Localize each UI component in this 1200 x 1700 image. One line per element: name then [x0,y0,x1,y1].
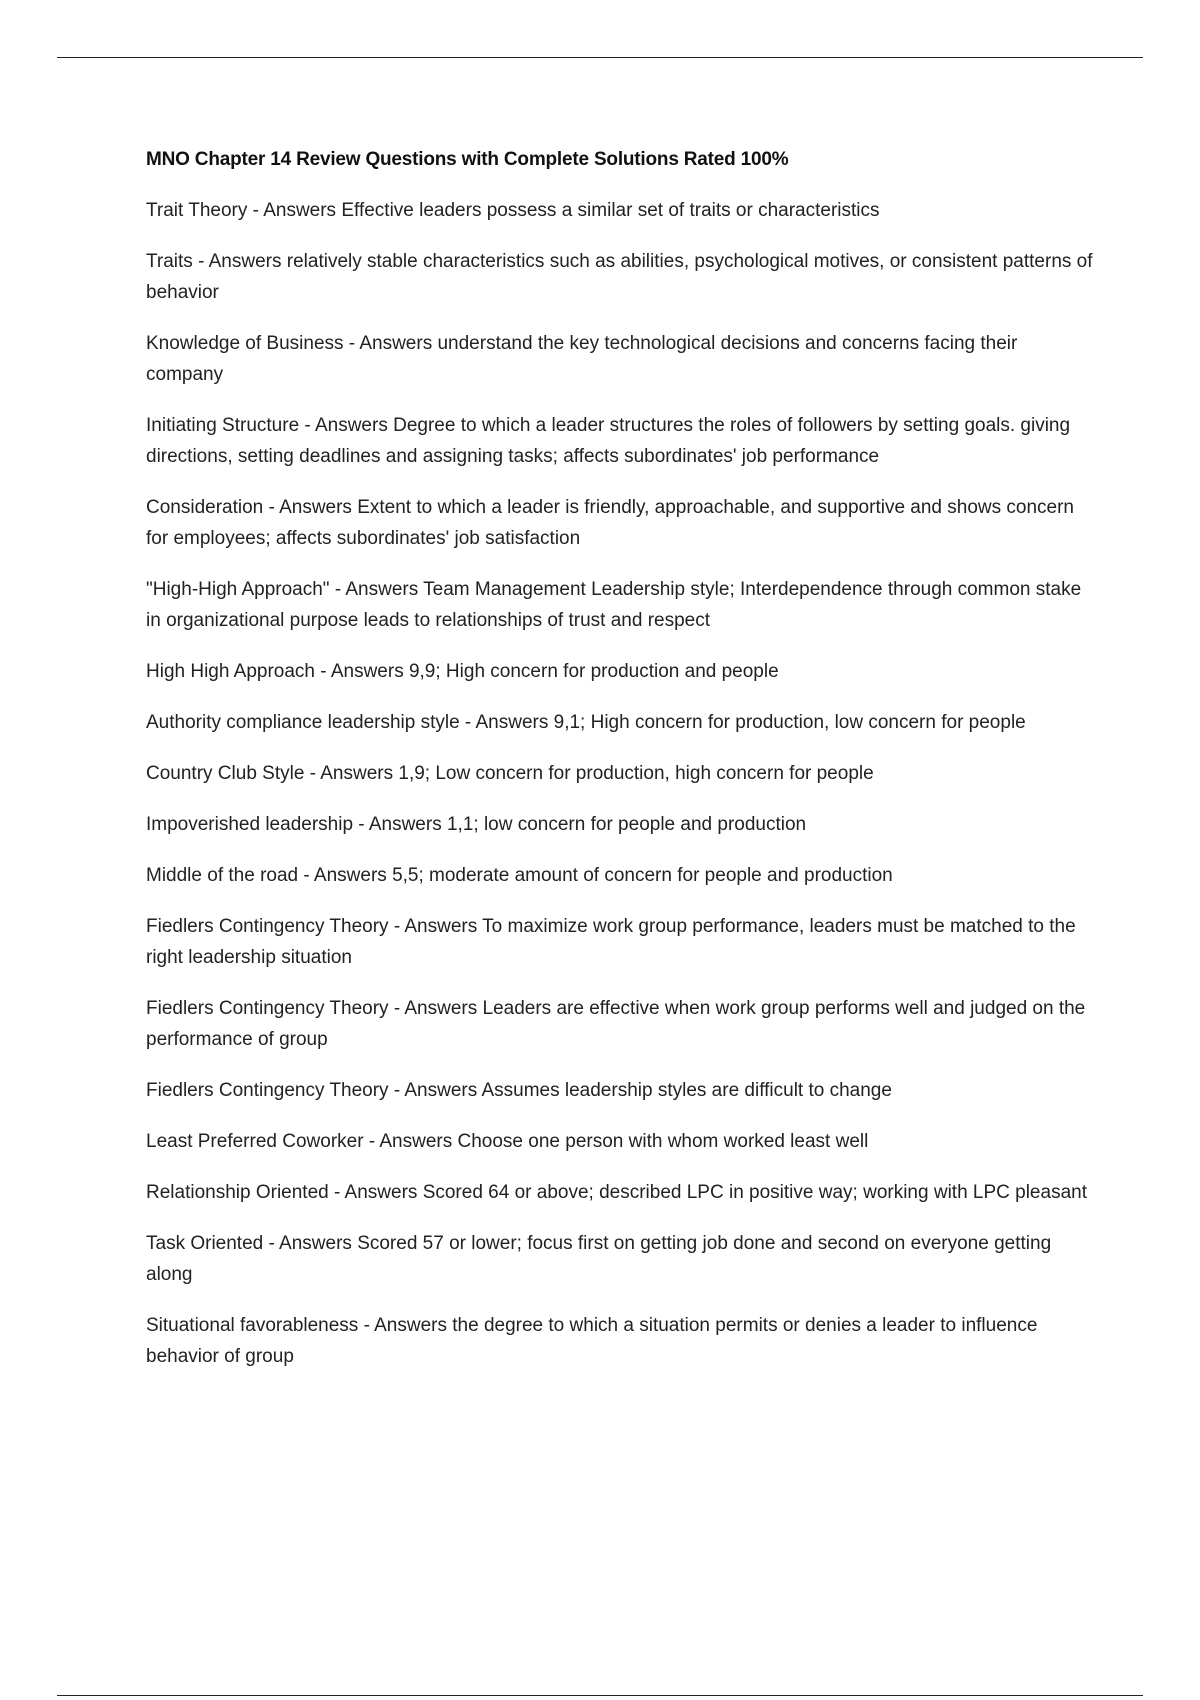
qa-item-situational-favorableness: Situational favorableness - Answers the degree to which a situation permits or denies a leader to influence behavior of group [146,1315,1038,1367]
document-title: MNO Chapter 14 Review Questions with Complete Solutions Rated 100% [146,149,789,170]
qa-item-least-preferred-coworker: Least Preferred Coworker - Answers Choose one person with whom worked least well [146,1131,869,1152]
document-body [146,145,1096,1392]
qa-item-traits: Traits - Answers relatively stable characteristics such as abilities, psychological motives, or consistent patterns of behavior [146,251,1093,303]
qa-item-fiedlers-contingency-3: Fiedlers Contingency Theory - Answers Assumes leadership styles are difficult to change [146,1080,892,1101]
qa-item-fiedlers-contingency-1: Fiedlers Contingency Theory - Answers To maximize work group performance, leaders must be matched to the right leadership situation [146,916,1076,968]
qa-item-initiating-structure: Initiating Structure - Answers Degree to which a leader structures the roles of followers by setting goals. giving directions, setting deadlines and assigning tasks; affects subordinates' job performance [146,415,1071,467]
qa-item-impoverished-leadership: Impoverished leadership - Answers 1,1; low concern for people and production [146,814,807,835]
qa-item-relationship-oriented: Relationship Oriented - Answers Scored 64 or above; described LPC in positive way; working with LPC pleasant [146,1182,1087,1203]
qa-item-consideration: Consideration - Answers Extent to which a leader is friendly, approachable, and supportive and shows concern for employees; affects subordinates' job satisfaction [146,497,1075,549]
qa-item-high-high-approach-quoted: "High-High Approach" - Answers Team Management Leadership style; Interdependence through common stake in organizational purpose leads to relationships of trust and respect [146,579,1082,631]
top-divider [57,57,1143,58]
qa-item-knowledge-of-business: Knowledge of Business - Answers understand the key technological decisions and concerns facing their company [146,333,1018,385]
bottom-divider [57,1695,1143,1696]
qa-item-authority-compliance: Authority compliance leadership style - Answers 9,1; High concern for production, low concern for people [146,712,1026,733]
qa-item-fiedlers-contingency-2: Fiedlers Contingency Theory - Answers Leaders are effective when work group performs well and judged on the performance of group [146,998,1086,1050]
qa-item-middle-of-the-road: Middle of the road - Answers 5,5; moderate amount of concern for people and production [146,865,893,886]
qa-item-task-oriented: Task Oriented - Answers Scored 57 or lower; focus first on getting job done and second on everyone getting along [146,1233,1052,1285]
qa-item-country-club-style: Country Club Style - Answers 1,9; Low concern for production, high concern for people [146,763,874,784]
qa-list [146,195,1096,1372]
qa-item-high-high-approach: High High Approach - Answers 9,9; High concern for production and people [146,661,779,682]
qa-item-trait-theory: Trait Theory - Answers Effective leaders possess a similar set of traits or characteristics [146,200,880,221]
